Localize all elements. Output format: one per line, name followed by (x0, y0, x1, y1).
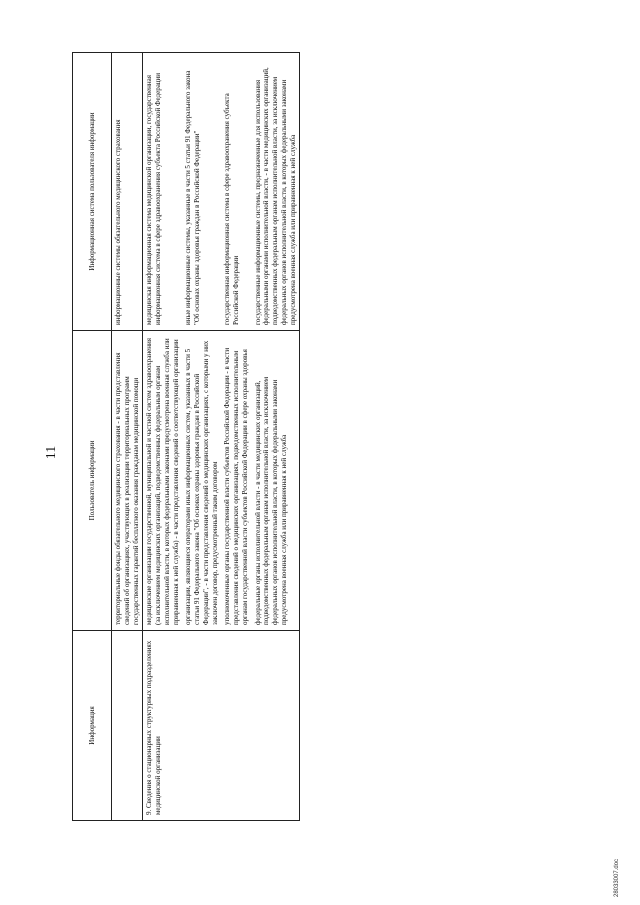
table-row (143, 53, 183, 821)
cell-system: иные информационные системы, указанные в части 5 статьи 91 Федерального закона "Об основах охраны здоровья граждан в Российской Федерации" (182, 53, 221, 331)
cell-system: государственная информационная система в сфере здравоохранения субъекта Российской Федерации (221, 53, 251, 331)
cell-system: медицинская информационная система медицинской организации, государственная информационная система в сфере здравоохранения субъекта Российской Федерации (143, 53, 183, 331)
table-row (112, 53, 143, 821)
cell-info: 9. Сведения о стационарных структурных подразделениях медицинской организации (143, 631, 183, 821)
cell-user: медицинские организации государственной, муниципальной и частной систем здравоохранения (за исключением медицинских организаций, подведомственных федеральным органам исполнительной власти, в которых федеральными законами предусмотрена военная служба или приравненная к ней служба) - в части представления сведений о соответствующей организации (143, 331, 183, 631)
table-row (252, 53, 300, 821)
table-row (221, 53, 251, 821)
cell-user: организации, являющиеся операторами иных информационных систем, указанных в части 5 статьи 91 Федерального закона "Об основах охраны здоровья граждан в Российской Федерации", - в части представления сведений о медицинских организациях, с которыми у них заключен договор, предусмотренный таким договором (182, 331, 221, 631)
information-table (72, 52, 300, 821)
table-row (182, 53, 221, 821)
cell-info (112, 631, 143, 821)
header-system: Информационная система пользователя информации (73, 53, 112, 331)
page-number: 11 (44, 445, 59, 460)
cell-user: уполномоченные органы государственной власти субъектов Российской Федерации - в части представления сведений о медицинских организациях, подведомственных исполнительным органам государственной власти субъектов Российской Федерации в сфере охраны здоровья (221, 331, 251, 631)
cell-user: территориальные фонды обязательного медицинского страхования - в части представления сведений об организациях, участвующих в реализации территориальных программ государственных гарантий бесплатного оказания гражданам медицинской помощи (112, 331, 143, 631)
cell-system: информационные системы обязательного медицинского страхования (112, 53, 143, 331)
cell-info (182, 631, 221, 821)
document-code: 28033007.doc (614, 858, 620, 897)
header-info: Информация (73, 631, 112, 821)
cell-info (252, 631, 300, 821)
cell-system: государственные информационные системы, предназначенные для использования федеральными органами исполнительной власти, - в части медицинских организаций, подведомственных федеральным органам исполнительной власти, за исключением федеральных органов исполнительной власти, в которых федеральными законами предусмотрена военная служба или приравненная к ней служба (252, 53, 300, 331)
cell-user: федеральные органы исполнительной власти - в части медицинских организаций, подведомственных федеральным органам исполнительной власти, за исключением федеральных органов исполнительной власти, в которых федеральными законами предусмотрена военная служба или приравненная к ней служба (252, 331, 300, 631)
header-user: Пользователь информации (73, 331, 112, 631)
cell-info (221, 631, 251, 821)
table-header-row (73, 53, 112, 821)
